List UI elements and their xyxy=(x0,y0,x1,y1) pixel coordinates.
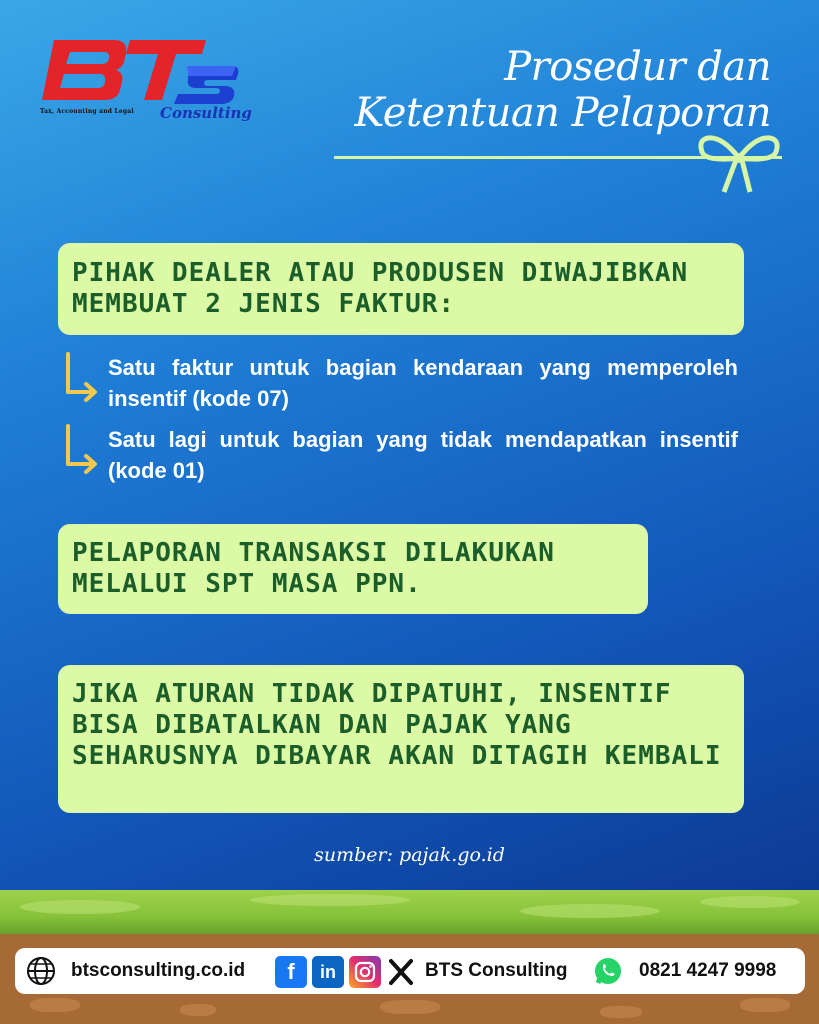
phone-text: 0821 4247 9998 xyxy=(639,960,777,981)
logo-consulting: Consulting xyxy=(160,104,252,122)
grass-strip xyxy=(0,890,819,938)
globe-icon xyxy=(25,955,57,987)
contact-bar xyxy=(15,948,805,994)
card-text: PELAPORAN TRANSAKSI DILAKUKAN MELALUI SPT MASA PPN. xyxy=(72,538,555,599)
bts-logo xyxy=(36,36,252,131)
logo-tagline: Tax, Accounting and Legal xyxy=(40,108,134,115)
arrow-turn-right-icon xyxy=(62,424,100,474)
info-card-spt xyxy=(58,524,648,614)
x-icon[interactable] xyxy=(385,956,417,988)
page-title xyxy=(321,44,771,136)
source-note: sumber: pajak.go.id xyxy=(314,844,505,866)
bts-logo-mark xyxy=(36,36,241,106)
arrow-turn-right-icon xyxy=(62,352,100,402)
social-handle xyxy=(425,948,567,994)
bullet-text: Satu faktur untuk bagian kendaraan yang memperoleh insentif (kode 07) xyxy=(108,355,738,411)
bullet-text: Satu lagi untuk bagian yang tidak mendapatkan insentif (kode 01) xyxy=(108,427,738,483)
title-line-2: Ketentuan Pelaporan xyxy=(354,90,771,136)
facebook-icon[interactable]: f xyxy=(275,956,307,988)
phone-number[interactable] xyxy=(639,948,776,994)
linkedin-icon[interactable]: in xyxy=(312,956,344,988)
ribbon-bow-icon xyxy=(694,128,784,194)
social-handle-text: BTS Consulting xyxy=(425,960,568,981)
title-line-1: Prosedur dan xyxy=(504,44,771,90)
card-text: JIKA ATURAN TIDAK DIPATUHI, INSENTIF BISA DIBATALKAN DAN PAJAK YANG SEHARUSNYA DIBAYAR AKAN DITAGIH KEMBALI xyxy=(72,679,722,771)
info-card-faktur xyxy=(58,243,744,335)
website-link[interactable] xyxy=(71,948,245,994)
card-text: PIHAK DEALER ATAU PRODUSEN DIWAJIBKAN MEMBUAT 2 JENIS FAKTUR: xyxy=(72,258,689,319)
instagram-icon[interactable] xyxy=(349,956,381,988)
whatsapp-icon[interactable] xyxy=(593,956,623,986)
info-card-warning xyxy=(58,665,744,813)
website-text: btsconsulting.co.id xyxy=(71,960,246,981)
